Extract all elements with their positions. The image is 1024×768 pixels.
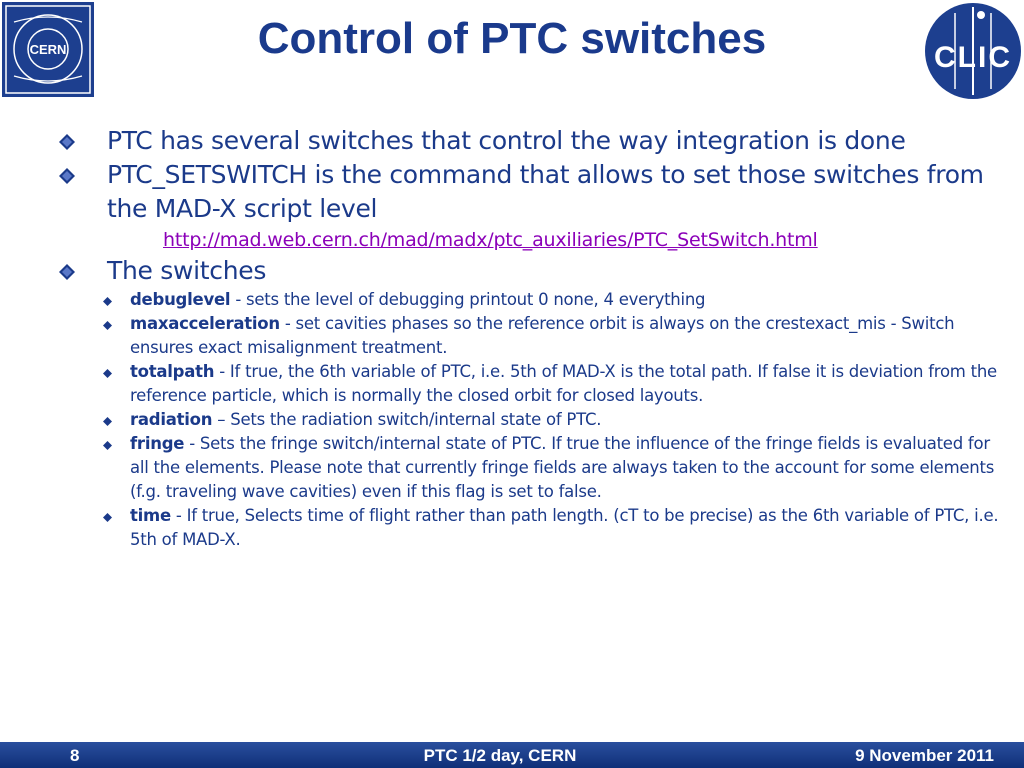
switch-name: debuglevel <box>130 290 231 309</box>
switch-desc: - If true, the 6th variable of PTC, i.e. 5th of MAD-X is the total path. If false it is deviation from the reference particle, which is normally the closed orbit for closed layouts. <box>130 362 997 405</box>
switch-name: totalpath <box>130 362 215 381</box>
diamond-bullet-icon <box>59 134 75 150</box>
switch-desc: - Sets the fringe switch/internal state of PTC. If true the influence of the fringe fields is evaluated for all the elements. Please note that currently fringe fields are always taken to the account for some elements (f.g. traveling wave cavities) even if this flag is set to false. <box>130 434 995 501</box>
switch-item <box>130 432 1000 504</box>
svg-text:CLIC: CLIC <box>934 41 1012 74</box>
small-diamond-bullet-icon <box>103 441 112 450</box>
bullet-item <box>107 124 987 158</box>
small-diamond-bullet-icon <box>103 321 112 330</box>
switch-item <box>130 408 1000 432</box>
diamond-bullet-icon <box>59 168 75 184</box>
bullet-text: PTC has several switches that control the way integration is done <box>107 126 906 155</box>
bullet-text: PTC_SETSWITCH is the command that allows to set those switches from the MAD-X script level <box>107 160 984 223</box>
small-diamond-bullet-icon <box>103 417 112 426</box>
bullet-item <box>107 254 987 288</box>
switch-name: radiation <box>130 410 213 429</box>
switch-item <box>130 360 1000 408</box>
slide-footer <box>0 742 1024 768</box>
page-number: 8 <box>70 746 80 765</box>
link-line <box>163 226 1024 254</box>
footer-center-text: PTC 1/2 day, CERN <box>423 746 577 765</box>
clic-logo <box>923 1 1023 101</box>
small-diamond-bullet-icon <box>103 513 112 522</box>
small-diamond-bullet-icon <box>103 297 112 306</box>
switch-desc: - sets the level of debugging printout 0 none, 4 everything <box>230 290 706 309</box>
bullet-item <box>107 158 987 226</box>
switch-item <box>130 504 1000 552</box>
switch-item <box>130 312 1000 360</box>
small-diamond-bullet-icon <box>103 369 112 378</box>
switch-desc: – Sets the radiation switch/internal state of PTC. <box>212 410 602 429</box>
diamond-bullet-icon <box>59 264 75 280</box>
footer-date: 9 November 2011 <box>855 746 994 765</box>
switch-name: fringe <box>130 434 185 453</box>
slide-title: Control of PTC switches <box>257 14 767 63</box>
switch-item <box>130 288 1000 312</box>
cern-logo-text: CERN <box>29 42 67 57</box>
bullet-text: The switches <box>107 256 267 285</box>
switch-desc: - set cavities phases so the reference orbit is always on the crestexact_mis - Switch ensures exact misalignment treatment. <box>130 314 955 357</box>
switch-name: time <box>130 506 171 525</box>
switch-name: maxacceleration <box>130 314 280 333</box>
switch-desc: - If true, Selects time of flight rather than path length. (cT to be precise) as the 6th variable of PTC, i.e. 5th of MAD-X. <box>130 506 999 549</box>
slide-content <box>0 124 1024 552</box>
ptc-setswitch-link[interactable]: http://mad.web.cern.ch/mad/madx/ptc_auxiliaries/PTC_SetSwitch.html <box>163 229 818 251</box>
